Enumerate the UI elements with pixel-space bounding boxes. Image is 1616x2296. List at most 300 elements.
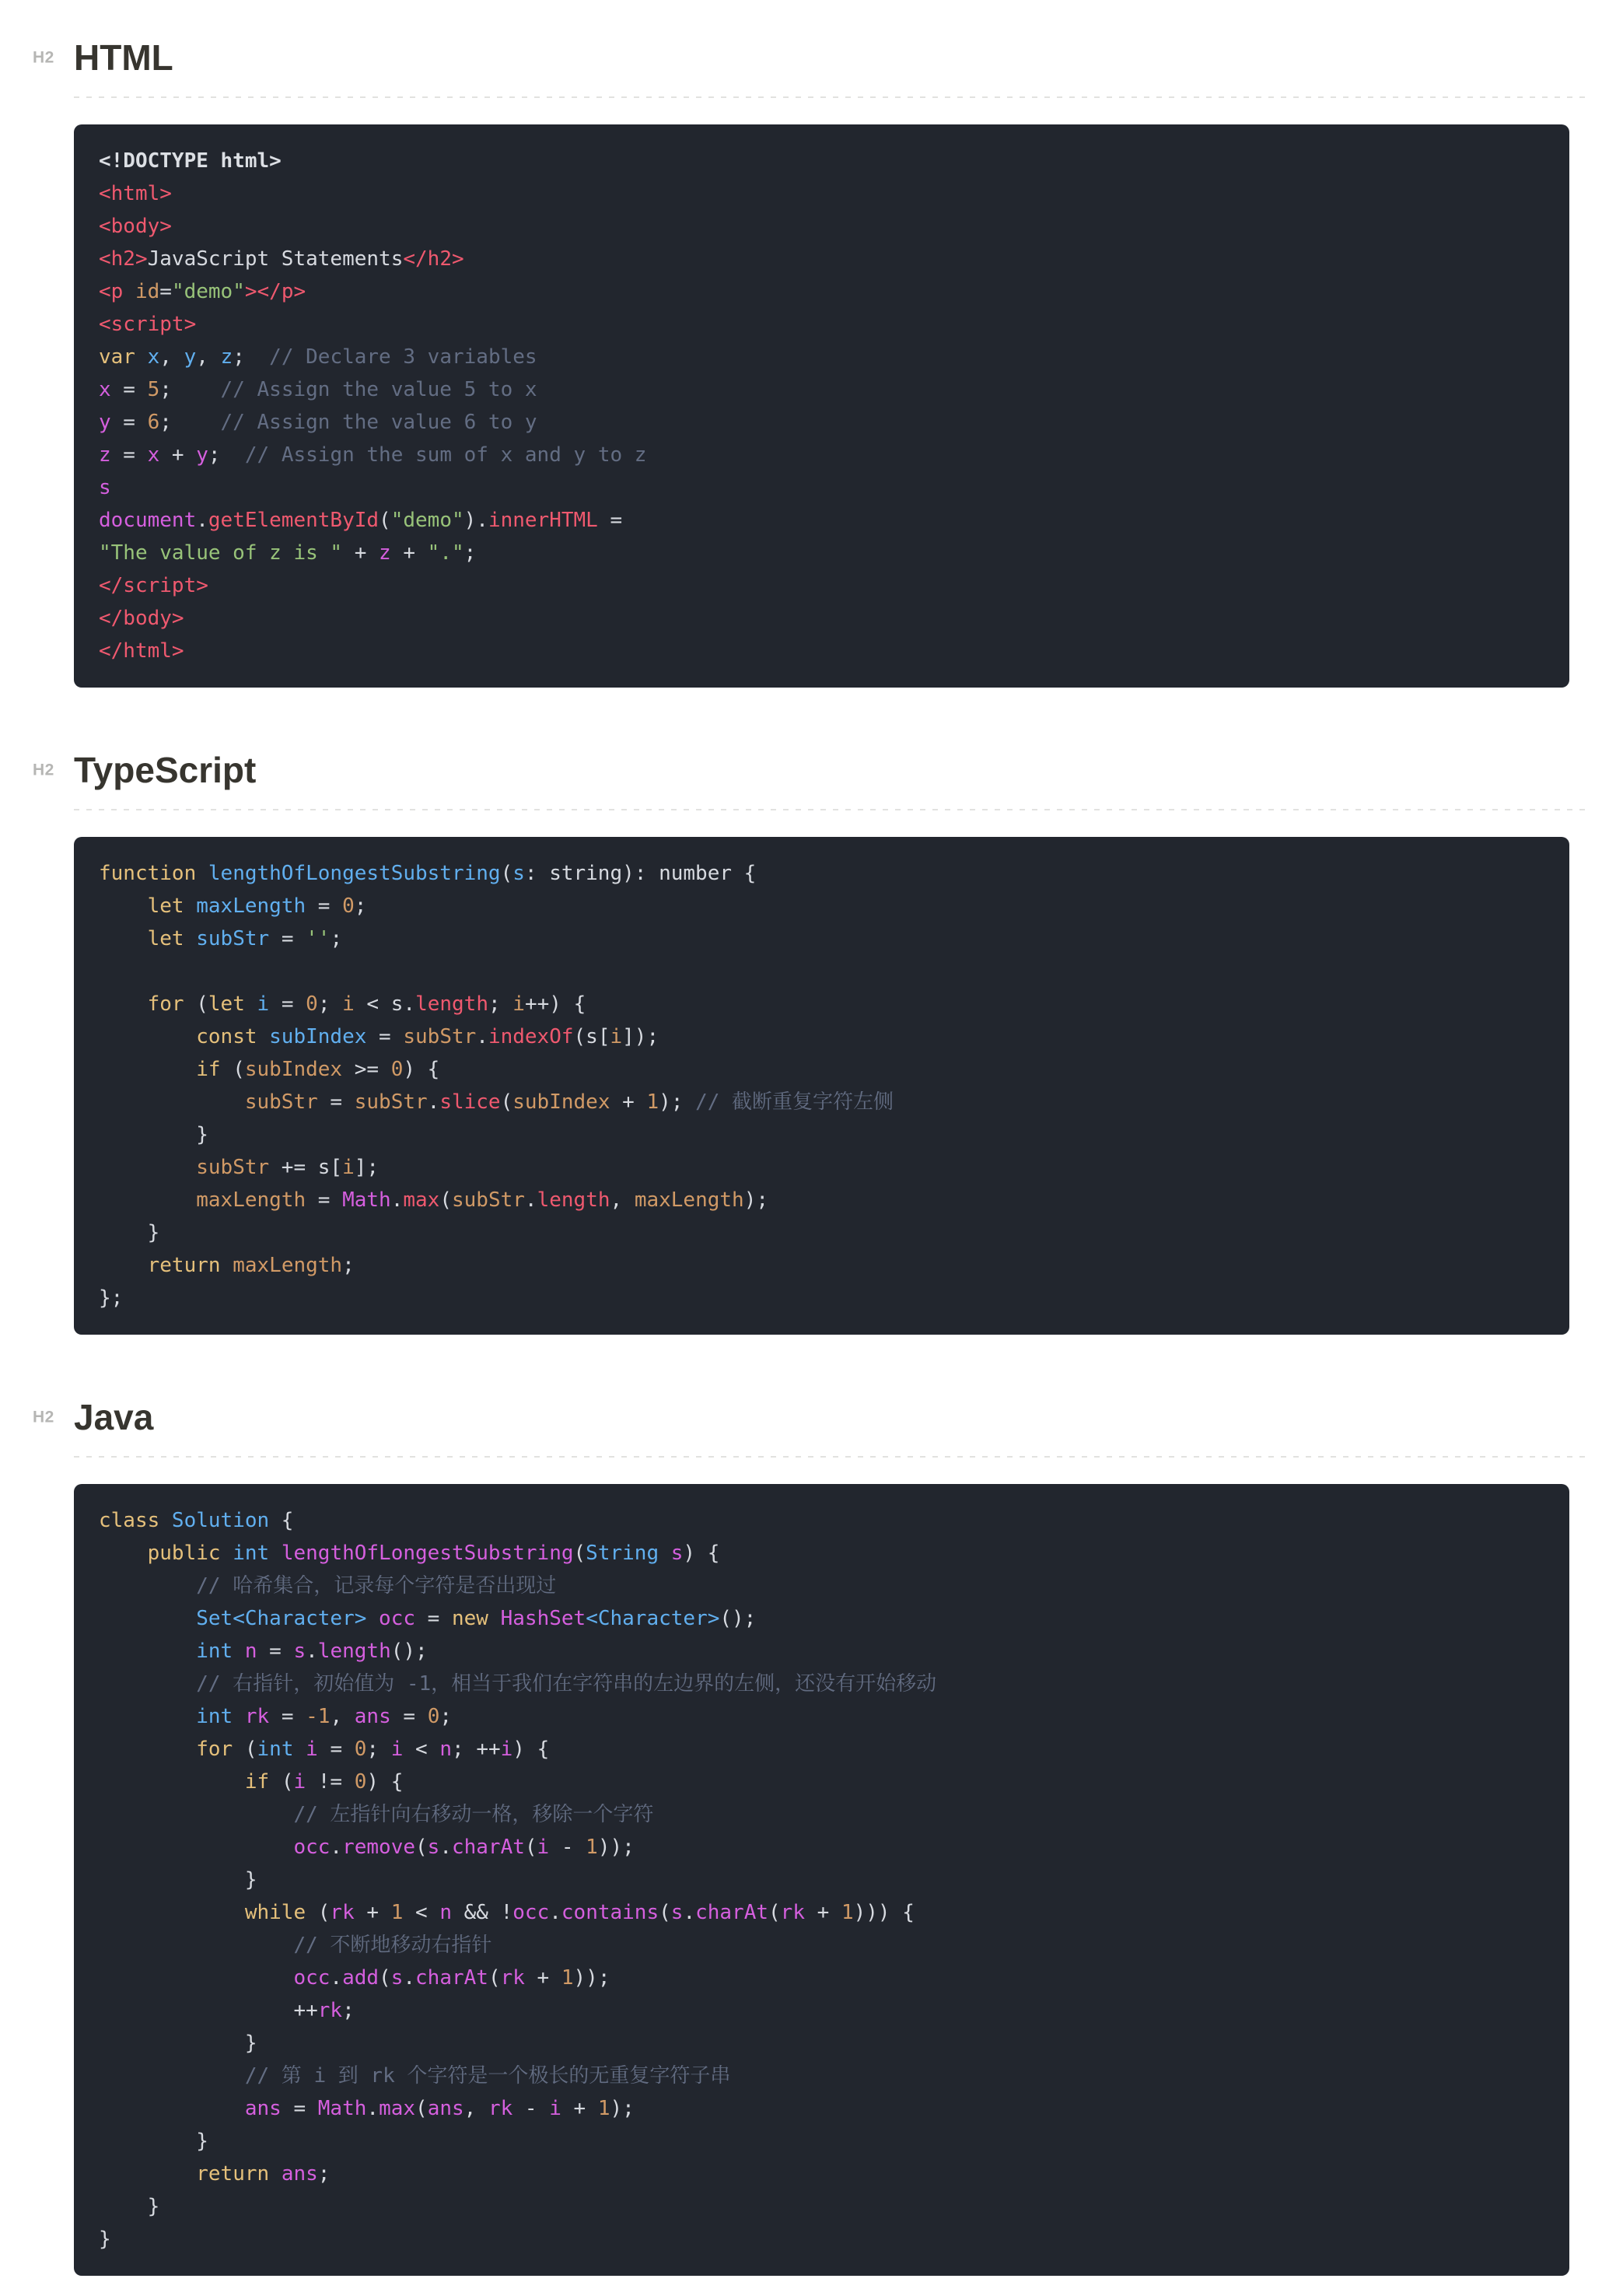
code-token: JavaScript Statements bbox=[147, 247, 404, 271]
code-token: , bbox=[610, 1188, 635, 1212]
code-token: charAt bbox=[695, 1901, 769, 1924]
code-token: i bbox=[610, 1025, 623, 1048]
code-token: } bbox=[99, 2130, 208, 2153]
code-token: int bbox=[196, 1640, 233, 1663]
code-token: charAt bbox=[415, 1966, 488, 1990]
code-token: let bbox=[147, 927, 197, 950]
code-token bbox=[99, 1090, 245, 1114]
heading-divider bbox=[74, 809, 1586, 810]
code-token: = bbox=[257, 1640, 294, 1663]
code-token: subStr bbox=[196, 1156, 270, 1179]
code-line bbox=[99, 2060, 1544, 2092]
code-token: x bbox=[99, 378, 111, 401]
code-line bbox=[99, 955, 1544, 988]
code-token: . bbox=[683, 1901, 696, 1924]
code-token: subStr bbox=[244, 1090, 318, 1114]
code-token: -1 bbox=[306, 1705, 331, 1728]
code-token: ( bbox=[317, 1901, 331, 1924]
code-token bbox=[99, 1803, 293, 1826]
code-token: + bbox=[354, 1901, 391, 1924]
code-line bbox=[99, 1216, 1544, 1249]
code-line bbox=[99, 2125, 1544, 2158]
code-line bbox=[99, 1831, 1544, 1864]
code-line bbox=[99, 1668, 1544, 1700]
code-token: s bbox=[670, 1901, 684, 1924]
code-token: 0 bbox=[427, 1705, 440, 1728]
code-token: occ bbox=[293, 1836, 331, 1859]
code-token: maxLength bbox=[196, 1188, 306, 1212]
code-token: x bbox=[147, 345, 160, 369]
code-token: "demo" bbox=[171, 280, 245, 303]
code-token: ); bbox=[659, 1090, 684, 1114]
code-token: ( bbox=[244, 1738, 257, 1761]
code-token: 0 bbox=[306, 992, 318, 1016]
code-token: = bbox=[159, 280, 172, 303]
code-token: Math bbox=[342, 1188, 391, 1212]
code-token bbox=[99, 1025, 196, 1048]
code-token: ; bbox=[159, 411, 172, 434]
code-token: maxLength bbox=[634, 1188, 744, 1212]
code-line bbox=[99, 1053, 1544, 1086]
code-token: ; bbox=[317, 992, 343, 1016]
code-line bbox=[99, 1602, 1544, 1635]
code-token: . bbox=[439, 1836, 452, 1859]
code-token: <body> bbox=[99, 215, 172, 238]
code-token: ; bbox=[342, 1999, 355, 2022]
code-token: </script> bbox=[99, 574, 208, 597]
code-token: i bbox=[342, 1156, 355, 1179]
code-token: . bbox=[306, 1640, 318, 1663]
code-line bbox=[99, 1766, 1544, 1798]
code-token bbox=[99, 1607, 196, 1630]
code-token: n bbox=[244, 1640, 257, 1663]
code-token: maxLength bbox=[196, 894, 306, 918]
code-token: rk bbox=[330, 1901, 355, 1924]
code-token: add bbox=[342, 1966, 380, 1990]
code-token bbox=[99, 992, 148, 1016]
code-token: max bbox=[403, 1188, 440, 1212]
code-token: new bbox=[451, 1607, 501, 1630]
code-token bbox=[99, 1574, 196, 1598]
code-token: if bbox=[196, 1058, 233, 1081]
code-token: <Character> bbox=[586, 1607, 720, 1630]
code-token bbox=[233, 1705, 245, 1728]
code-line bbox=[99, 373, 1544, 406]
code-token: s bbox=[512, 862, 525, 885]
section-title-html[interactable]: HTML bbox=[74, 37, 173, 78]
code-token: ></p> bbox=[244, 280, 306, 303]
code-token: y bbox=[99, 411, 111, 434]
code-token: subStr bbox=[403, 1025, 477, 1048]
section-typescript bbox=[33, 747, 1569, 1335]
code-token bbox=[99, 1640, 196, 1663]
code-token: = bbox=[269, 1705, 306, 1728]
code-token: ; ++ bbox=[452, 1738, 501, 1761]
code-token: // 左指针向右移动一格，移除一个字符 bbox=[293, 1803, 654, 1826]
code-token: n bbox=[439, 1738, 453, 1761]
code-token: = bbox=[390, 1705, 428, 1728]
code-token: . bbox=[549, 1901, 561, 1924]
code-token: contains bbox=[561, 1901, 659, 1924]
code-token: <html> bbox=[99, 182, 172, 205]
code-token: = bbox=[110, 443, 148, 467]
code-token: lengthOfLongestSubstring bbox=[208, 862, 501, 885]
code-token: ( bbox=[233, 1058, 245, 1081]
code-line bbox=[99, 1962, 1544, 1994]
code-token: = bbox=[317, 1090, 355, 1114]
code-token: <p bbox=[99, 280, 135, 303]
heading-divider bbox=[74, 1456, 1586, 1458]
code-token: < bbox=[403, 1901, 440, 1924]
code-token: subStr bbox=[354, 1090, 428, 1114]
code-token: length bbox=[317, 1640, 391, 1663]
code-line bbox=[99, 145, 1544, 177]
code-token: ( bbox=[524, 1836, 537, 1859]
code-token: + bbox=[610, 1090, 647, 1114]
code-token: ( bbox=[439, 1188, 452, 1212]
code-token: Set<Character> bbox=[196, 1607, 367, 1630]
code-token: . bbox=[330, 1966, 343, 1990]
code-token bbox=[99, 1705, 196, 1728]
code-line bbox=[99, 243, 1544, 275]
code-token: for bbox=[147, 992, 197, 1016]
section-html bbox=[33, 34, 1569, 688]
code-token bbox=[99, 1254, 148, 1277]
code-token: </body> bbox=[99, 607, 184, 630]
code-token: occ bbox=[293, 1966, 331, 1990]
code-token: occ bbox=[512, 1901, 550, 1924]
code-token bbox=[99, 1770, 245, 1794]
code-token: z bbox=[99, 443, 111, 467]
code-token: i bbox=[512, 992, 525, 1016]
code-token: , bbox=[330, 1705, 355, 1728]
code-token: ; bbox=[208, 443, 221, 467]
code-token: ++ bbox=[99, 1999, 318, 2022]
code-token: ( bbox=[379, 1966, 391, 1990]
code-token: i bbox=[537, 1836, 550, 1859]
code-line bbox=[99, 210, 1544, 243]
code-token: } bbox=[99, 2195, 160, 2218]
code-line bbox=[99, 922, 1544, 955]
code-token: int bbox=[233, 1542, 270, 1565]
code-token: 1 bbox=[841, 1901, 854, 1924]
code-line bbox=[99, 2158, 1544, 2190]
code-token: document bbox=[99, 509, 197, 532]
code-line bbox=[99, 1086, 1544, 1118]
code-token: = bbox=[269, 927, 306, 950]
code-token: , bbox=[196, 345, 221, 369]
code-token: ; bbox=[330, 927, 343, 950]
code-token: length bbox=[537, 1188, 610, 1212]
code-token: subIndex bbox=[244, 1058, 343, 1081]
code-token: ); bbox=[743, 1188, 769, 1212]
code-token: int bbox=[196, 1705, 233, 1728]
code-token: ; bbox=[159, 378, 172, 401]
code-token: getElementById bbox=[208, 509, 380, 532]
code-token: i bbox=[390, 1738, 404, 1761]
code-token: = bbox=[110, 378, 148, 401]
code-token: ++) { bbox=[524, 992, 586, 1016]
code-token: . bbox=[476, 1025, 488, 1048]
code-line bbox=[99, 537, 1544, 569]
code-token: ( bbox=[500, 862, 513, 885]
code-token: i bbox=[257, 992, 270, 1016]
code-token: innerHTML bbox=[488, 509, 598, 532]
code-token: - bbox=[512, 2097, 550, 2120]
code-line bbox=[99, 569, 1544, 602]
code-token: + bbox=[561, 2097, 598, 2120]
code-token: while bbox=[244, 1901, 318, 1924]
heading-row bbox=[33, 34, 1569, 81]
code-token bbox=[99, 1672, 196, 1696]
code-token: } bbox=[99, 2032, 257, 2055]
code-token: 1 bbox=[597, 2097, 610, 2120]
code-token: : string): number { bbox=[524, 862, 757, 885]
code-token bbox=[269, 1542, 282, 1565]
code-token: ; bbox=[463, 541, 477, 565]
code-line bbox=[99, 177, 1544, 210]
heading-level-badge: H2 bbox=[33, 1408, 54, 1426]
code-token: ans bbox=[244, 2097, 282, 2120]
code-token: ( bbox=[659, 1901, 671, 1924]
heading-row bbox=[33, 747, 1569, 793]
code-token: for bbox=[196, 1738, 245, 1761]
code-token: "demo" bbox=[390, 509, 464, 532]
code-token: <!DOCTYPE html> bbox=[99, 149, 282, 173]
code-line bbox=[99, 1504, 1544, 1537]
code-token: Math bbox=[317, 2097, 367, 2120]
code-token: . bbox=[427, 1090, 440, 1114]
code-token: const bbox=[196, 1025, 270, 1048]
code-token: ]; bbox=[354, 1156, 380, 1179]
code-token: <script> bbox=[99, 313, 197, 336]
code-token: . bbox=[366, 2097, 380, 2120]
code-token: ); bbox=[610, 2097, 635, 2120]
code-token: = bbox=[306, 894, 343, 918]
code-token: } bbox=[99, 1221, 160, 1244]
code-token: = bbox=[366, 1025, 404, 1048]
code-token: maxLength bbox=[233, 1254, 343, 1277]
code-token: </h2> bbox=[403, 247, 464, 271]
code-token: let bbox=[208, 992, 257, 1016]
code-token: ) { bbox=[683, 1542, 720, 1565]
code-token: + bbox=[390, 541, 428, 565]
code-token: 1 bbox=[646, 1090, 659, 1114]
code-token: = bbox=[415, 1607, 452, 1630]
code-token: 6 bbox=[147, 411, 160, 434]
code-token: (); bbox=[719, 1607, 757, 1630]
code-token bbox=[99, 1738, 196, 1761]
code-token: var bbox=[99, 345, 148, 369]
code-token: , bbox=[463, 2097, 488, 2120]
code-line bbox=[99, 2027, 1544, 2060]
code-token: } bbox=[99, 1868, 257, 1892]
code-token: - bbox=[549, 1836, 586, 1859]
code-token bbox=[99, 1058, 196, 1081]
code-token: ans bbox=[354, 1705, 391, 1728]
code-line bbox=[99, 471, 1544, 504]
code-token: { bbox=[269, 1509, 294, 1532]
code-token: ( bbox=[573, 1542, 586, 1565]
section-title-java[interactable]: Java bbox=[74, 1397, 154, 1437]
code-line bbox=[99, 1118, 1544, 1151]
code-token: String bbox=[586, 1542, 659, 1565]
code-token: i bbox=[342, 992, 355, 1016]
code-token: ( bbox=[500, 1090, 513, 1114]
code-line bbox=[99, 1249, 1544, 1282]
code-token: ) { bbox=[403, 1058, 440, 1081]
code-token: subStr bbox=[452, 1188, 525, 1212]
code-token bbox=[99, 1901, 245, 1924]
code-token: 1 bbox=[561, 1966, 574, 1990]
code-token: x bbox=[147, 443, 160, 467]
section-java bbox=[33, 1394, 1569, 2276]
code-token: ( bbox=[281, 1770, 294, 1794]
code-line bbox=[99, 1896, 1544, 1929]
code-token: ) bbox=[463, 509, 477, 532]
code-token: ; bbox=[488, 992, 513, 1016]
code-block-java[interactable] bbox=[74, 1484, 1569, 2276]
code-token: y bbox=[184, 345, 197, 369]
code-token: slice bbox=[439, 1090, 501, 1114]
code-token: y bbox=[196, 443, 208, 467]
code-token: indexOf bbox=[488, 1025, 574, 1048]
code-token: 0 bbox=[342, 894, 355, 918]
code-token bbox=[99, 2064, 245, 2088]
code-token: (s[ bbox=[573, 1025, 610, 1048]
code-token: // Declare 3 variables bbox=[244, 345, 537, 369]
code-token: let bbox=[147, 894, 197, 918]
code-token: // 不断地移动右指针 bbox=[293, 1934, 492, 1957]
code-token: occ bbox=[379, 1607, 416, 1630]
code-token: ( bbox=[415, 1836, 428, 1859]
code-line bbox=[99, 1635, 1544, 1668]
code-token bbox=[99, 1542, 148, 1565]
code-line bbox=[99, 2223, 1544, 2256]
code-token: = bbox=[110, 411, 148, 434]
code-line bbox=[99, 504, 1544, 537]
code-line bbox=[99, 635, 1544, 667]
heading-level-badge: H2 bbox=[33, 48, 54, 67]
code-token: 5 bbox=[147, 378, 160, 401]
code-token: ( bbox=[379, 509, 391, 532]
code-token: s bbox=[293, 1640, 306, 1663]
code-token: = bbox=[306, 1188, 343, 1212]
code-line bbox=[99, 1700, 1544, 1733]
code-token bbox=[233, 1640, 245, 1663]
code-token: ; bbox=[354, 894, 367, 918]
code-token: ( bbox=[768, 1901, 781, 1924]
code-token bbox=[99, 1188, 196, 1212]
code-token: ))) { bbox=[853, 1901, 915, 1924]
code-token: >= bbox=[342, 1058, 391, 1081]
code-token: max bbox=[379, 2097, 416, 2120]
code-line bbox=[99, 439, 1544, 471]
code-token: s bbox=[670, 1542, 684, 1565]
code-token: + bbox=[804, 1901, 841, 1924]
code-line bbox=[99, 2190, 1544, 2223]
code-token: . bbox=[524, 1188, 537, 1212]
code-token: HashSet bbox=[500, 1607, 586, 1630]
code-token: ans bbox=[427, 2097, 464, 2120]
code-line bbox=[99, 275, 1544, 308]
code-token: . bbox=[196, 509, 208, 532]
code-token: z bbox=[379, 541, 391, 565]
code-token: function bbox=[99, 862, 208, 885]
code-token: ) { bbox=[512, 1738, 550, 1761]
code-token: . bbox=[330, 1836, 343, 1859]
code-token: 0 bbox=[390, 1058, 404, 1081]
code-token: + bbox=[524, 1966, 561, 1990]
code-token bbox=[99, 927, 148, 950]
code-token: + bbox=[159, 443, 197, 467]
code-line bbox=[99, 406, 1544, 439]
code-token bbox=[293, 1738, 306, 1761]
code-line bbox=[99, 1570, 1544, 1602]
heading-level-badge: H2 bbox=[33, 761, 54, 779]
code-line bbox=[99, 1020, 1544, 1053]
code-token: class bbox=[99, 1509, 172, 1532]
code-token: public bbox=[147, 1542, 233, 1565]
code-token: charAt bbox=[451, 1836, 525, 1859]
code-line bbox=[99, 1864, 1544, 1896]
code-token: </html> bbox=[99, 639, 184, 663]
code-token: Solution bbox=[171, 1509, 270, 1532]
code-line bbox=[99, 341, 1544, 373]
code-token: return bbox=[147, 1254, 233, 1277]
code-block-html[interactable] bbox=[74, 124, 1569, 688]
code-line bbox=[99, 1282, 1544, 1314]
code-token: '' bbox=[306, 927, 331, 950]
code-token: ( bbox=[196, 992, 208, 1016]
code-block-typescript[interactable] bbox=[74, 837, 1569, 1335]
code-line bbox=[99, 1798, 1544, 1831]
code-token: // Assign the sum of x and y to z bbox=[220, 443, 647, 467]
code-token: n bbox=[439, 1901, 452, 1924]
code-token: += s[ bbox=[269, 1156, 343, 1179]
code-token: 1 bbox=[586, 1836, 598, 1859]
code-token bbox=[99, 1836, 293, 1859]
code-token bbox=[99, 1934, 293, 1957]
code-token bbox=[99, 2097, 245, 2120]
code-token bbox=[99, 894, 148, 918]
code-token: = bbox=[281, 2097, 318, 2120]
code-token: z bbox=[220, 345, 233, 369]
code-token: != bbox=[306, 1770, 355, 1794]
section-title-typescript[interactable]: TypeScript bbox=[74, 750, 257, 790]
code-token: ( bbox=[415, 2097, 428, 2120]
code-line bbox=[99, 2092, 1544, 2125]
code-token: // 截断重复字符左侧 bbox=[683, 1090, 894, 1114]
heading-divider bbox=[74, 96, 1586, 98]
code-token: remove bbox=[342, 1836, 415, 1859]
code-token: length bbox=[415, 992, 488, 1016]
code-token: // 右指针，初始值为 -1，相当于我们在字符串的左边界的左侧，还没有开始移动 bbox=[196, 1672, 937, 1696]
code-line bbox=[99, 857, 1544, 890]
code-token: . bbox=[476, 509, 488, 532]
code-token bbox=[99, 2162, 196, 2186]
code-line bbox=[99, 1994, 1544, 2027]
code-line bbox=[99, 890, 1544, 922]
code-token: subIndex bbox=[269, 1025, 367, 1048]
code-token: ; bbox=[317, 2162, 331, 2186]
code-token: // 第 i 到 rk 个字符是一个极长的无重复字符子串 bbox=[244, 2064, 731, 2088]
code-token: s bbox=[427, 1836, 440, 1859]
code-token: < s. bbox=[354, 992, 416, 1016]
code-token bbox=[366, 1607, 379, 1630]
heading-row bbox=[33, 1394, 1569, 1440]
code-token: rk bbox=[780, 1901, 805, 1924]
